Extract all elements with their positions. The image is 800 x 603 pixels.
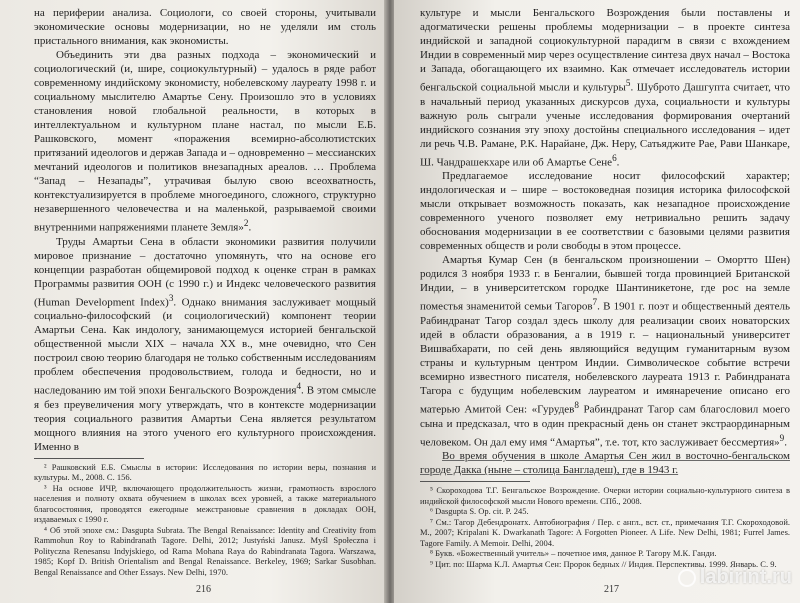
paragraph-text: . В 1901 г. поэт и общественный деятель Рабиндранат Тагор создал здесь школу для реализации своих новаторских идей в области образования, а в 1919 г. – национальный университет Вишвабхарати, по сей день являющийся ведущим гуманитарным вузом страны и культурным центром Индии. Символическое событие встречи всемирно известного писателя, нобелевского лауреата 1913 г. Рабиндраната Тагора с будущим нобелевским лауреатом и имянаречение описано его матерью Амитой Сен: «Гурудев bbox=[420, 300, 790, 416]
labirint-logo-icon bbox=[678, 569, 696, 587]
footnote-mark: 7 bbox=[592, 297, 598, 308]
paragraph-text: Рабиндранат Тагор сам благословил моего сына и предсказал, что в один прекрасный день он станет экстраординарным человеком. Он дал ему имя “Амартья”, т.е. тот, кто заслуживает бессмертия» bbox=[420, 403, 790, 449]
paragraph-text: Объединить эти два разных подхода – экономический и социологический (и, шире, социокультурный) – удалось в ряде работ современному индийскому экономисту, нобелевскому лауреату 1998 г. и социальному мыслителю Амартье Сену. Произошло это в условиях становления новой глобальной реальности, в которых в интеллектуальном и культурном плане настал, по мысли Е.Б. Рашковского, момент «поражения всемирно-абсолютистских притязаний идеологов и держав Запада и – одновременно – мессианских мечтаний идеологов и политиков внезападных ареалов. … Проблема “Запад – Незапады”, утрачивая былую свою всеохватность, контекстуализируется в проблеме многоединого, сложного, структурно незавершенного человечества и на маленькой, разрываемой своими внутренними напряжениями планете Земля» bbox=[34, 49, 376, 234]
right-page bbox=[394, 0, 800, 603]
left-paragraph: на периферии анализа. Социологи, со своей стороны, учитывали экономические основы модернизации, но не уделяли им столь пристального внимания, как экономисты. bbox=[34, 7, 376, 47]
left-footnotes bbox=[34, 462, 376, 578]
watermark bbox=[678, 566, 792, 589]
paragraph-text: Шуброто Дашгупта считает, что в начальный период указанных дискурсов духа, социальности и культуры важную роль сыграли ученые исследования формирования очертаний индийского сознания эту эпоху достойны специального исследования – идет ли речь Ч.В. Рамане, Р.К. Нарайане, Дж. Неру, Сатьяджите Рае, Рави Шанкаре, Ш. Чандрашекхаре или об Амартье Сене bbox=[420, 81, 790, 169]
paragraph-text: Труды Амартьи Сена в области экономики развития получили мировое признание – достаточно упомянуть, что на основе его концепции разработан общемировой подход к оценке стран в рамках Программы развития ООН (с 1990 г.) и Индекс человеческого развития (Human Development Index) bbox=[34, 235, 376, 309]
footnote-rule bbox=[34, 458, 144, 459]
footnote-mark: 9 bbox=[779, 432, 785, 443]
footnote-rule bbox=[420, 481, 530, 482]
footnote-mark: 8 bbox=[574, 399, 579, 410]
watermark-text: labirint.ru bbox=[699, 566, 792, 588]
footnote: ² Рашковский Е.Б. Смыслы в истории: Исследования по истории веры, познания и культуры. М., 2008. С. 156. bbox=[34, 461, 376, 483]
page-number-left: 216 bbox=[196, 584, 211, 595]
right-page-body bbox=[420, 6, 790, 477]
footnote: ⁸ Букв. «Божественный учитель» – почетное имя, данное Р. Тагору М.К. Ганди. bbox=[430, 548, 717, 559]
footnote: ⁴ Об этой эпохе см.: Dasgupta Subrata. The Bengal Renaissance: Identity and Creativity from Rammohun Roy to Rabindranath Tagore. Delhi, 2012; Justyński Janusz. Myśl Społeczna i Polityczna Renesansu Indyjskiego, od Rama Mohana Raya do Rabindranata Tagora. Warszawa, 1985; Kopf D. British Orientalism and Bengal Renaissance. Berkeley, 1969; Sarkar Susobhan. Bengal Renaissance and Other Essays. New Delhi, 1970. bbox=[34, 524, 376, 577]
footnote: ⁹ Цит. по: Шарма К.Л. Амартья Сен: Пророк бедных // Индия. Перспективы. 1999. Январь. С. 9. bbox=[430, 558, 777, 569]
paragraph-text: культуре и мысли Бенгальского Возрождения были поставлены и адогматически решены проблемы модернизации – в проекте синтеза индийской и западной социокультурной парадигм в связи с вхождением Индии в современный мир через осуществление синтеза двух начал – Востока и Запада, обогащающего их взаимно. Как отмечает исследователь истории бенгальской социальной мысли и культуры bbox=[420, 7, 790, 94]
paragraph-text: . Однако внимания заслуживает мощный социально-философский (и социологический) компонент теории Амартьи Сена. Как индологу, занимающемуся историей бенгальской общественной мысли XIX – начала XX в., мне очевидно, что Сен построил свою теорию благодаря не только собственным исследованиям проблем обеспечения продовольствием, голода и бедности, но и наследованию им той эпохи Бенгальского Возрождения bbox=[34, 296, 376, 397]
page-number-right: 217 bbox=[604, 584, 619, 595]
footnote: ⁷ См.: Тагор Дебендронатх. Автобиография / Пер. с англ., вст. ст., примечания Т.Г. Скороходовой. М., 2007; Kripalani K. Dwarkanath Tagore: A Forgotten Pioneer. A Life. New Delhi, 1981; Furrel James. Tagore Family. A Memoir. Delhi, 2004. bbox=[420, 516, 790, 548]
left-paragraph: Объединить эти два разных подхода – экономический и социологический (и, шире, социокультурный) – удалось в ряде работ современному индийскому экономисту, нобелевскому лауреату 1998 г. и социальному мыслителю Амартье Сену. Произошло это в условиях становления новой глобальной реальности, в которых в интеллектуальном и культурном плане настал, по мысли Е.Б. Рашковского, момент «поражения всемирно-абсолютистских притязаний идеологов и держав Запада и – одновременно – мессианских мечтаний идеологов и политиков внезападных ареалов. … Проблема “Запад – Незапады”, утрачивая былую свою всеохватность, контекстуализируется в проблеме многоединого, сложного, структурно незавершенного человечества и на маленькой, разрываемой своими внутренними напряжениями планете Земля»$^2$. bbox=[34, 49, 376, 234]
footnote-mark: 3 bbox=[168, 292, 174, 303]
right-paragraph: культуре и мысли Бенгальского Возрождения были поставлены и адогматически решены проблемы модернизации – в проекте синтеза индийской и западной социокультурной парадигм в связи с вхождением Индии в современный мир через осуществление синтеза двух начал – Востока и Запада, обогащающего их взаимно. Как отмечает исследователь истории бенгальской социальной мысли и культуры$^5$. Шуброто Дашгупта считает, что в начальный период указанных дискурсов духа, социальности и культуры важную роль сыграли ученые исследования формирования очертаний индийского сознания эту эпоху достойны специального исследования – идет ли речь Ч.В. Рамане, Р.К. Нарайане, Дж. Неру, Сатьяджите Рае, Рави Шанкаре, Ш. Чандрашекхаре или об Амартье Сене$^6$. bbox=[420, 7, 790, 169]
right-paragraph: Во время обучения в школе Амартья Сен жил в восточно-бенгальском городе Дакка (ныне – столица Бангладеш), где в 1943 г. bbox=[420, 450, 790, 477]
footnote-mark: 4 bbox=[296, 381, 302, 392]
paragraph-text: . В этом смысле я без преувеличения могу утверждать, что в контексте модернизации теория социального развития Амартьи Сена является результатом мощного влияния на этого ученого его культурного происхождения. Именно в bbox=[34, 384, 376, 453]
right-footnotes bbox=[420, 485, 790, 569]
right-paragraph: Амартья Кумар Сен (в бенгальском произношении – Омортто Шен) родился 3 ноября 1933 г. в Бенгалии, бывшей тогда провинцией Британской Индии, – в университетском городке Шантиникетоне, где рос на земле поместья знаменитой семьи Тагоров$^7$. В 1901 г. поэт и общественный деятель Рабиндранат Тагор создал здесь школу для реализации своих новаторских идей в области образования, а в 1919 г. – национальный университет Вишвабхарати, по сей день являющийся ведущим гуманитарным вузом страны и культурным центром Индии. Символическое событие встречи всемирно известного писателя, нобелевского лауреата 1913 г. Рабиндраната Тагора с будущим нобелевским лауреатом и имянаречение описано его матерью Амитой Сен: «Гурудев$^8$ Рабиндранат Тагор сам благословил моего сына и предсказал, что в один прекрасный день он станет экстраординарным человеком. Он дал ему имя “Амартья”, т.е. тот, кто заслуживает бессмертия»$^9$. bbox=[420, 254, 790, 449]
footnote-mark: 6 bbox=[612, 152, 617, 163]
footnote: ⁵ Скороходова Т.Г. Бенгальское Возрождение. Очерки истории социально-культурного синтеза в индийской философской мысли Нового времени. СПб., 2008. bbox=[420, 485, 790, 506]
footnote-mark: 2 bbox=[243, 218, 249, 228]
right-paragraph: Предлагаемое исследование носит философский характер; индологическая и – шире – востоковедная позиция историка философской мысли открывает возможность показать, как незападное происхождение современного ученого позволяет ему нетривиально решить задачу обоснования модернизации в ее соответствии с базовыми целями развития современных обществ и роли свободы в этом процессе. bbox=[420, 170, 790, 253]
paragraph-text: Амартья Кумар Сен (в бенгальском произношении – Омортто Шен) родился 3 ноября 1933 г. в Бенгалии, бывшей тогда провинцией Британской Индии, – в университетском городке Шантиникетоне, где рос на земле поместья знаменитой семьи Тагоров bbox=[420, 254, 790, 313]
footnote: ³ На основе ИЧР, включающего продолжительность жизни, грамотность взрослого населения и полноту охвата обучением в школах всех уровней, а также материального благосостояния, проводятся ежегодные межстрановые сравнения в докладах ООН, издаваемых с 1990 г. bbox=[34, 482, 376, 525]
footnote-mark: 5 bbox=[625, 78, 631, 88]
left-paragraph bbox=[34, 235, 376, 454]
footnote: ⁶ Dasgupta S. Op. cit. P. 245. bbox=[430, 506, 529, 517]
left-page bbox=[0, 0, 386, 603]
left-page-body bbox=[34, 6, 376, 454]
